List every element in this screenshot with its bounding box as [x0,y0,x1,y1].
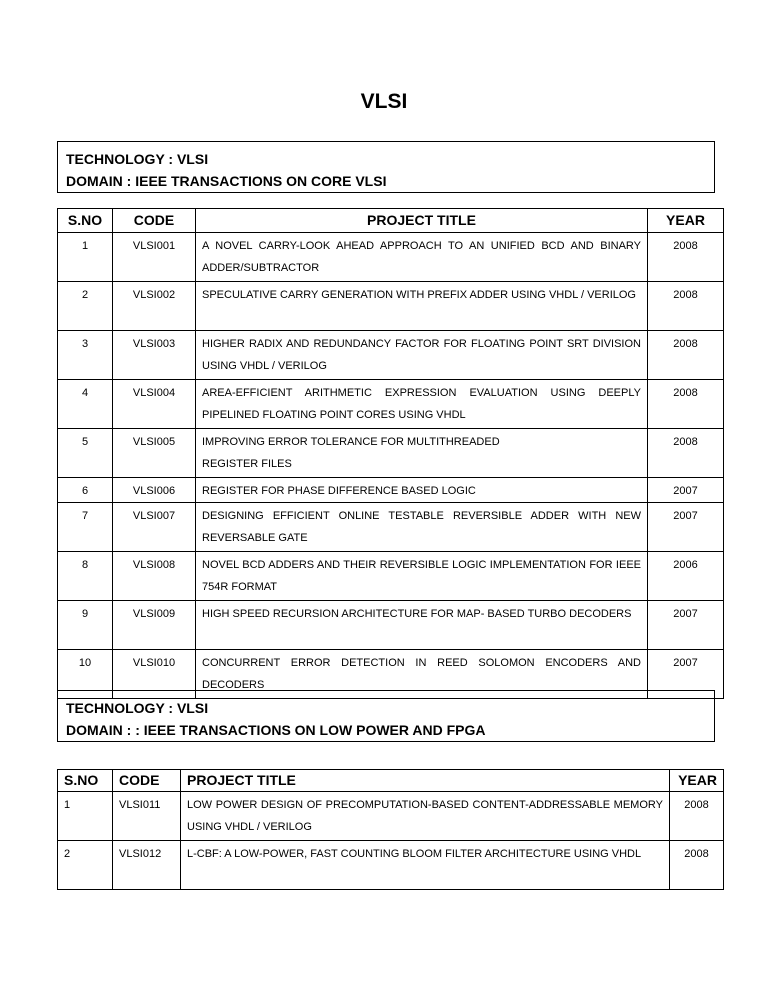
table-row [58,331,724,380]
table-row [58,503,724,552]
row-sno: 4 [81,387,89,399]
row-year: 2008 [673,240,698,252]
row-sno: 3 [81,338,89,350]
row-title: LOW POWER DESIGN OF PRECOMPUTATION-BASED CONTENT-ADDRESSABLE MEMORY USING VHDL / VERILOG [187,799,663,833]
table-row [58,552,724,601]
row-year: 2008 [673,436,698,448]
table-row [58,601,724,650]
header-code: CODE [113,209,196,233]
row-year: 2008 [684,799,709,811]
table-header-row [58,770,724,792]
header-title: PROJECT TITLE [196,209,648,233]
header-year: YEAR [648,209,724,233]
row-sno: 1 [64,799,71,811]
table-header-row [58,209,724,233]
row-code: VLSI007 [132,510,176,522]
row-code: VLSI008 [132,559,176,571]
table-row [58,841,724,890]
row-code: VLSI004 [132,387,176,399]
row-title: L-CBF: A LOW-POWER, FAST COUNTING BLOOM FILTER ARCHITECTURE USING VHDL [187,848,642,860]
header-title: PROJECT TITLE [181,770,670,792]
header-sno: S.NO [58,770,113,792]
section-2-project-table [57,769,724,890]
header-year: YEAR [670,770,724,792]
row-code: VLSI006 [132,485,176,497]
table-row [58,792,724,841]
header-sno: S.NO [58,209,113,233]
row-title: REGISTER FOR PHASE DIFFERENCE BASED LOGIC [202,485,476,497]
section-2-technology: TECHNOLOGY : VLSI [66,700,209,716]
row-title: CONCURRENT ERROR DETECTION IN REED SOLOMON ENCODERS AND DECODERS [202,657,641,691]
row-year: 2007 [673,485,698,497]
page-title: VLSI [360,90,408,113]
section-2-domain: DOMAIN : : IEEE TRANSACTIONS ON LOW POWER AND FPGA [66,722,486,738]
row-year: 2008 [673,338,698,350]
row-year: 2007 [673,510,698,522]
row-sno: 6 [81,485,89,497]
row-year: 2006 [673,559,698,571]
table-row [58,380,724,429]
row-title: SPECULATIVE CARRY GENERATION WITH PREFIX ADDER USING VHDL / VERILOG [202,289,636,301]
row-year: 2007 [673,657,698,669]
row-sno: 1 [81,240,89,252]
row-code: VLSI002 [132,289,176,301]
row-title: HIGHER RADIX AND REDUNDANCY FACTOR FOR FLOATING POINT SRT DIVISION USING VHDL / VERILOG [202,338,641,372]
row-code: VLSI003 [132,338,176,350]
row-title: AREA-EFFICIENT ARITHMETIC EXPRESSION EVALUATION USING DEEPLY PIPELINED FLOATING POINT CORES USING VHDL [202,387,641,421]
row-year: 2008 [684,848,709,860]
row-year: 2008 [673,387,698,399]
row-title: IMPROVING ERROR TOLERANCE FOR MULTITHREADED REGISTER FILES [202,436,500,470]
row-year: 2007 [673,608,698,620]
section-2-header-box [57,690,715,742]
row-sno: 5 [81,436,89,448]
table-row [58,233,724,282]
row-code: VLSI001 [132,240,176,252]
row-title: NOVEL BCD ADDERS AND THEIR REVERSIBLE LOGIC IMPLEMENTATION FOR IEEE 754R FORMAT [202,559,641,593]
table-row [58,478,724,503]
row-code: VLSI005 [132,436,176,448]
row-sno: 2 [81,289,89,301]
row-title: DESIGNING EFFICIENT ONLINE TESTABLE REVERSIBLE ADDER WITH NEW REVERSABLE GATE [202,510,641,544]
section-1-project-table [57,208,724,699]
section-1-domain: DOMAIN : IEEE TRANSACTIONS ON CORE VLSI [66,173,387,189]
row-sno: 10 [78,657,92,669]
row-title: A NOVEL CARRY-LOOK AHEAD APPROACH TO AN UNIFIED BCD AND BINARY ADDER/SUBTRACTOR [202,240,641,274]
row-code: VLSI011 [119,799,161,811]
section-1-technology: TECHNOLOGY : VLSI [66,151,209,167]
row-code: VLSI009 [132,608,176,620]
table-row [58,429,724,478]
table-row [58,282,724,331]
row-sno: 8 [81,559,89,571]
row-title: HIGH SPEED RECURSION ARCHITECTURE FOR MAP- BASED TURBO DECODERS [202,608,632,620]
row-sno: 2 [64,848,71,860]
row-code: VLSI010 [132,657,176,669]
section-1-header-box [57,141,715,193]
header-code: CODE [113,770,181,792]
row-sno: 9 [81,608,89,620]
row-sno: 7 [81,510,89,522]
row-code: VLSI012 [119,848,162,860]
row-year: 2008 [673,289,698,301]
